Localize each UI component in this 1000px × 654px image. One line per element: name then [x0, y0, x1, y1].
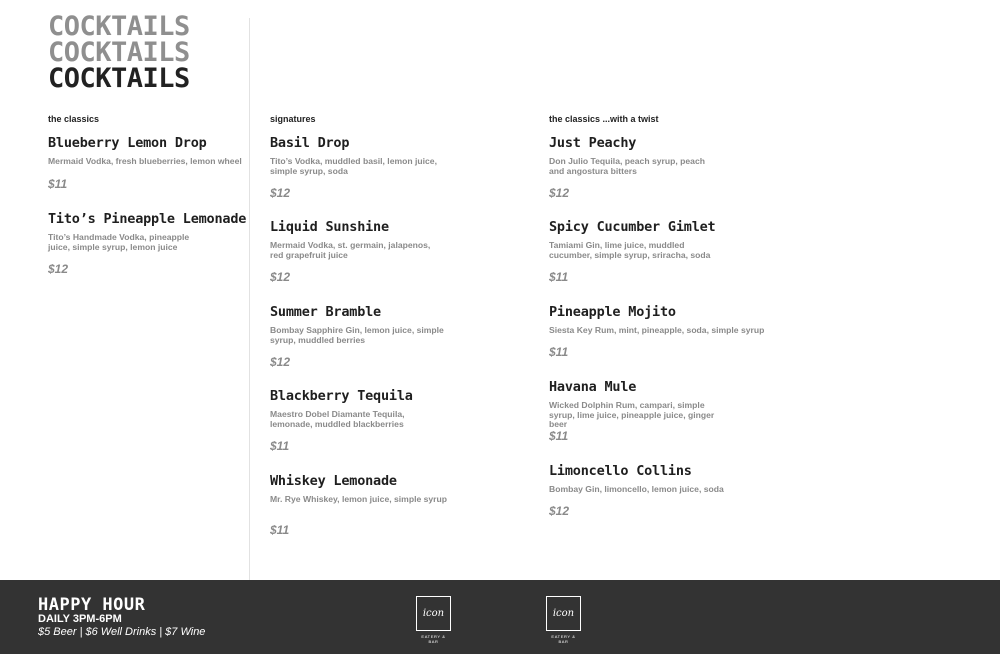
item-description: Mermaid Vodka, st. germain, jalapenos, red grapefruit juice — [270, 240, 431, 260]
title-line-3: COCKTAILS — [48, 63, 190, 94]
item-price: $11 — [549, 270, 569, 284]
title-line-1: COCKTAILS — [48, 11, 190, 42]
happy-hour-deals: $5 Beer | $6 Well Drinks | $7 Wine — [38, 626, 206, 638]
item-name: Pineapple Mojito — [549, 304, 676, 320]
icon-logo — [546, 596, 584, 642]
item-name: Blueberry Lemon Drop — [48, 135, 207, 151]
menu-item — [549, 379, 749, 430]
item-description: Bombay Sapphire Gin, lemon juice, simple syrup, muddled berries — [270, 325, 444, 345]
item-price: $12 — [270, 186, 291, 200]
menu-item — [270, 388, 450, 429]
logo-box — [416, 596, 451, 631]
menu-item — [270, 219, 450, 260]
item-name: Spicy Cucumber Gimlet — [549, 219, 716, 235]
item-description: Tito’s Handmade Vodka, pineapple juice, simple syrup, lemon juice — [48, 232, 190, 252]
menu-item — [48, 211, 248, 252]
item-description: Bombay Gin, limoncello, lemon juice, soda — [549, 484, 724, 494]
item-description: Don Julio Tequila, peach syrup, peach and angostura bitters — [549, 156, 705, 176]
menu-item — [270, 135, 450, 176]
item-price: $11 — [48, 177, 68, 191]
item-name: Whiskey Lemonade — [270, 473, 397, 489]
happy-hour-footer — [0, 580, 1000, 654]
logo-tagline: EATERY & BAR — [551, 634, 576, 644]
item-name: Blackberry Tequila — [270, 388, 413, 404]
item-name: Summer Bramble — [270, 304, 381, 320]
section-label: the classics — [48, 114, 100, 124]
menu-item — [549, 219, 749, 260]
item-name: Limoncello Collins — [549, 463, 692, 479]
item-description: Wicked Dolphin Rum, campari, simple syrup, lime juice, pineapple juice, ginger beer — [549, 400, 715, 430]
column-divider — [249, 18, 250, 580]
item-description: Maestro Dobel Diamante Tequila, lemonade, muddled blackberries — [270, 409, 405, 429]
menu-item — [270, 473, 450, 505]
item-name: Just Peachy — [549, 135, 637, 151]
menu-item — [48, 135, 248, 167]
item-name: Basil Drop — [270, 135, 350, 151]
item-name: Havana Mule — [549, 379, 637, 395]
logo-box — [546, 596, 581, 631]
item-price: $11 — [549, 429, 569, 443]
item-name: Tito’s Pineapple Lemonade — [48, 211, 247, 227]
item-description: Tito’s Vodka, muddled basil, lemon juice, simple syrup, soda — [270, 156, 437, 176]
item-description: Mermaid Vodka, fresh blueberries, lemon wheel — [48, 156, 242, 166]
item-description: Siesta Key Rum, mint, pineapple, soda, simple syrup — [549, 325, 765, 335]
menu-item — [549, 463, 749, 495]
section-label: signatures — [270, 114, 316, 124]
happy-hour-title: HAPPY HOUR — [38, 595, 146, 615]
item-price: $11 — [549, 345, 569, 359]
item-description: Tamiami Gin, lime juice, muddled cucumber, simple syrup, sriracha, soda — [549, 240, 711, 260]
happy-hour-time: DAILY 3PM-6PM — [38, 613, 122, 625]
menu-item — [549, 304, 769, 336]
item-price: $11 — [270, 439, 290, 453]
item-price: $12 — [549, 504, 570, 518]
logo-script: icon — [552, 608, 575, 619]
item-price: $12 — [48, 262, 69, 276]
item-price: $12 — [549, 186, 570, 200]
item-description: Mr. Rye Whiskey, lemon juice, simple syrup — [270, 494, 448, 504]
section-label: the classics ...with a twist — [549, 114, 659, 124]
title-line-2: COCKTAILS — [48, 37, 190, 68]
icon-logo — [416, 596, 454, 642]
logo-script: icon — [422, 608, 445, 619]
logo-tagline: EATERY & BAR — [421, 634, 446, 644]
item-price: $11 — [270, 523, 290, 537]
menu-item — [270, 304, 450, 345]
item-price: $12 — [270, 355, 291, 369]
menu-title — [48, 11, 190, 94]
item-price: $12 — [270, 270, 291, 284]
item-name: Liquid Sunshine — [270, 219, 389, 235]
menu-item — [549, 135, 749, 176]
